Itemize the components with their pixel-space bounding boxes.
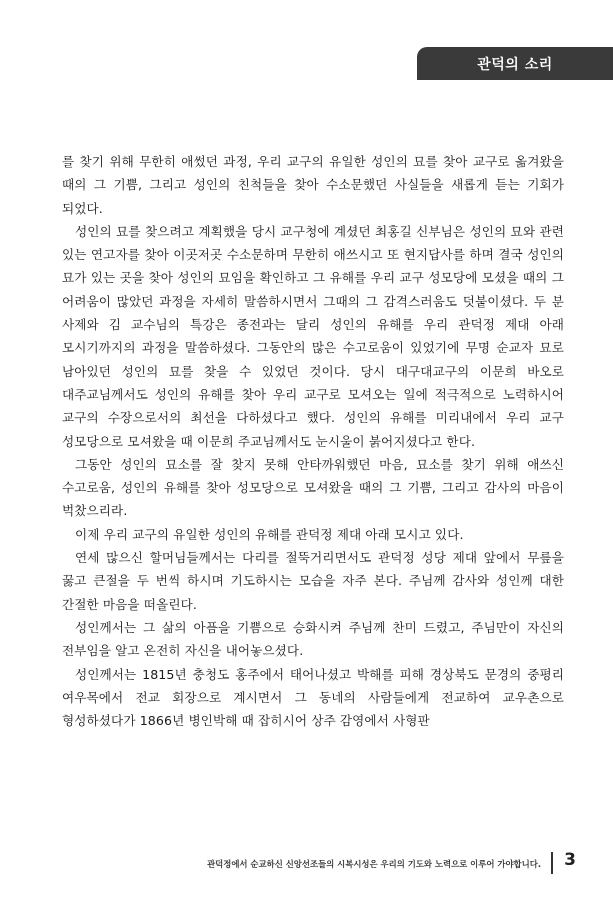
page-number: 3 [564, 850, 576, 870]
footer-caption: 관덕정에서 순교하신 신앙선조들의 시복시성은 우리의 기도와 노력으로 이루어 가야합니다. [207, 859, 541, 869]
paragraph: 연세 많으신 할머님들께서는 다리를 절뚝거리면서도 관덕정 성당 제대 앞에서 무릎을 꿇고 큰절을 두 번씩 하시며 기도하시는 모습을 자주 본다. 주님께 감사와 성인께 대한 간절한 마음을 떠올린다. [62, 550, 564, 612]
paragraph: 성인께서는 1815년 충청도 홍주에서 태어나셨고 박해를 피해 경상북도 문경의 중평리 여우목에서 전교 회장으로 계시면서 그 동네의 사람들에게 전교하여 교우촌으로 형성하셨다가 1866년 병인박해 때 잡히시어 상주 감영에서 사형판 [62, 666, 564, 729]
footer-divider [551, 852, 553, 874]
page-footer [0, 852, 613, 872]
article-body [62, 150, 564, 732]
paragraph: 이제 우리 교구의 유일한 성인의 유해를 관덕정 제대 아래 모시고 있다. [75, 526, 464, 542]
section-title: 관덕의 소리 [477, 56, 553, 73]
paragraph: 성인께서는 그 삶의 아픔을 기쁨으로 승화시켜 주님께 찬미 드렸고, 주님만이 자신의 전부임을 알고 온전히 자신을 내어놓으셨다. [62, 619, 564, 659]
paragraph: 를 찾기 위해 무한히 애썼던 과정, 우리 교구의 유일한 성인의 묘를 찾아 교구로 옮겨왔을 때의 그 기쁨, 그리고 성인의 친척들을 찾아 수소문했던 사실들을 새롭게 듣는 기회가 되었다. [62, 154, 564, 216]
paragraph: 성인의 묘를 찾으려고 계획했을 당시 교구청에 계셨던 최홍길 신부님은 성인의 묘와 관련 있는 연고자를 찾아 이곳저곳 수소문하며 무한히 애쓰시고 또 현지답사를 하며 결국 성인의 묘가 있는 곳을 찾아 성인의 묘임을 확인하고 그 유해를 우리 교구 성모당에 모셨을 때의 그 어려움이 많았던 과정을 자세히 말씀하시면서 그때의 그 감격스러움도 덧붙이셨다. 두 분 사제와 김 교수님의 특강은 종전과는 달리 성인의 유해를 우리 관덕정 제대 아래 모시기까지의 과정을 말씀하셨다. 그동안의 많은 수고로움이 있었기에 무명 순교자 묘로 남아있던 성인의 묘를 찾을 수 있었던 것이다. 당시 대구대교구의 이문희 바오로 대주교님께서도 성인의 유해를 찾아 우리 교구로 모셔오는 일에 적극적으로 노력하시어 교구의 수장으로서의 최선을 다하셨다고 했다. 성인의 유해를 미리내에서 우리 교구 성모당으로 모셔왔을 때 이문희 주교님께서도 눈시울이 붉어지셨다고 한다. [62, 223, 564, 449]
paragraph: 그동안 성인의 묘소를 잘 찾지 못해 안타까워했던 마음, 묘소를 찾기 위해 애쓰신 수고로움, 성인의 유해를 찾아 성모당으로 모셔왔을 때의 그 기쁨, 그리고 감사의 마음이 벅찼으리라. [62, 456, 564, 519]
section-header-tab [417, 47, 613, 80]
